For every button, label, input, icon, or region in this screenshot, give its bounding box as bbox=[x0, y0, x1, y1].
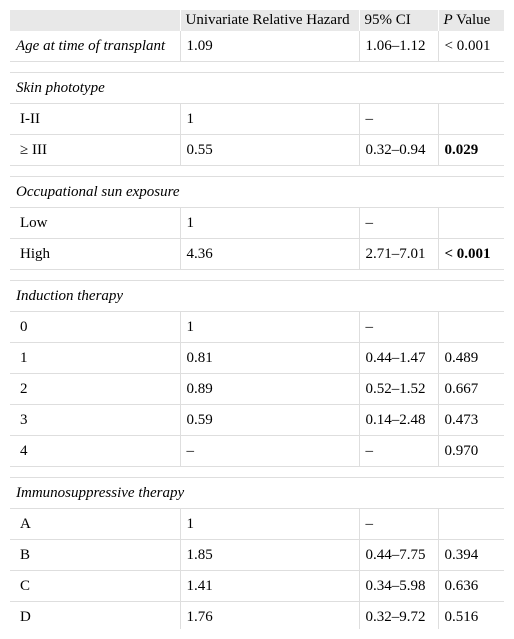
table-row bbox=[10, 509, 504, 540]
section-title: Immunosuppressive therapy bbox=[10, 478, 504, 509]
row-p-value: < 0.001 bbox=[438, 239, 504, 270]
header-value-word: Value bbox=[452, 12, 491, 28]
row-p-value bbox=[438, 104, 504, 135]
section-heading-row bbox=[10, 177, 504, 208]
row-p-value: 0.636 bbox=[438, 571, 504, 602]
row-ci: 0.34–5.98 bbox=[359, 571, 438, 602]
row-hazard: 0.81 bbox=[180, 343, 359, 374]
section-title: Occupational sun exposure bbox=[10, 177, 504, 208]
row-ci: – bbox=[359, 104, 438, 135]
row-ci: – bbox=[359, 208, 438, 239]
section-title: Induction therapy bbox=[10, 281, 504, 312]
row-hazard: – bbox=[180, 436, 359, 467]
row-label: 1 bbox=[10, 343, 180, 374]
row-p-value: 0.473 bbox=[438, 405, 504, 436]
table-row bbox=[10, 540, 504, 571]
row-hazard: 1 bbox=[180, 509, 359, 540]
row-p-value: 0.516 bbox=[438, 602, 504, 630]
row-p-value bbox=[438, 208, 504, 239]
row-label: High bbox=[10, 239, 180, 270]
row-label: Low bbox=[10, 208, 180, 239]
table-header-row bbox=[10, 10, 504, 31]
row-ci: 0.32–0.94 bbox=[359, 135, 438, 166]
section-heading-row bbox=[10, 281, 504, 312]
row-p-value bbox=[438, 509, 504, 540]
row-p-value: 0.970 bbox=[438, 436, 504, 467]
row-label: 2 bbox=[10, 374, 180, 405]
header-relative-hazard: Univariate Relative Hazard bbox=[180, 10, 359, 31]
spacer-cell bbox=[10, 62, 504, 73]
table-viewport[interactable] bbox=[10, 10, 504, 629]
section-heading-row bbox=[10, 73, 504, 104]
row-label: I-II bbox=[10, 104, 180, 135]
header-p-letter: P bbox=[443, 12, 453, 28]
row-hazard: 1.76 bbox=[180, 602, 359, 630]
row-hazard: 0.59 bbox=[180, 405, 359, 436]
row-label: D bbox=[10, 602, 180, 630]
row-ci: – bbox=[359, 509, 438, 540]
spacer-cell bbox=[10, 270, 504, 281]
table-row bbox=[10, 571, 504, 602]
row-hazard: 4.36 bbox=[180, 239, 359, 270]
row-hazard: 1 bbox=[180, 104, 359, 135]
row-label: A bbox=[10, 509, 180, 540]
row-p-value bbox=[438, 312, 504, 343]
table-row-age bbox=[10, 31, 504, 62]
row-ci: 0.44–7.75 bbox=[359, 540, 438, 571]
section-spacer bbox=[10, 467, 504, 478]
row-p-value: 0.029 bbox=[438, 135, 504, 166]
hazard-table bbox=[10, 10, 504, 629]
row-hazard: 1.41 bbox=[180, 571, 359, 602]
row-label: 0 bbox=[10, 312, 180, 343]
table-row bbox=[10, 602, 504, 630]
section-title: Skin phototype bbox=[10, 73, 504, 104]
table-row bbox=[10, 436, 504, 467]
row-ci: 2.71–7.01 bbox=[359, 239, 438, 270]
row-label: B bbox=[10, 540, 180, 571]
row-p-value: 0.394 bbox=[438, 540, 504, 571]
spacer-cell bbox=[10, 166, 504, 177]
row-label: 3 bbox=[10, 405, 180, 436]
header-variable bbox=[10, 10, 180, 31]
row-p-value: 0.489 bbox=[438, 343, 504, 374]
table-row bbox=[10, 374, 504, 405]
row-label: C bbox=[10, 571, 180, 602]
table-row bbox=[10, 343, 504, 374]
row-ci: – bbox=[359, 436, 438, 467]
row-hazard: 0.55 bbox=[180, 135, 359, 166]
row-hazard: 1 bbox=[180, 208, 359, 239]
row-hazard: 1.09 bbox=[180, 31, 359, 62]
section-spacer bbox=[10, 166, 504, 177]
row-ci: 0.14–2.48 bbox=[359, 405, 438, 436]
row-hazard: 1.85 bbox=[180, 540, 359, 571]
table-row bbox=[10, 104, 504, 135]
table-row bbox=[10, 405, 504, 436]
row-ci: 0.44–1.47 bbox=[359, 343, 438, 374]
row-hazard: 1 bbox=[180, 312, 359, 343]
spacer-cell bbox=[10, 467, 504, 478]
header-p-value bbox=[438, 10, 504, 31]
row-label: Age at time of transplant bbox=[10, 31, 180, 62]
header-ci: 95% CI bbox=[359, 10, 438, 31]
row-label: 4 bbox=[10, 436, 180, 467]
row-p-value: < 0.001 bbox=[438, 31, 504, 62]
section-heading-row bbox=[10, 478, 504, 509]
row-ci: 0.32–9.72 bbox=[359, 602, 438, 630]
table-row bbox=[10, 239, 504, 270]
row-ci: 1.06–1.12 bbox=[359, 31, 438, 62]
row-p-value: 0.667 bbox=[438, 374, 504, 405]
row-label: ≥ III bbox=[10, 135, 180, 166]
section-spacer bbox=[10, 270, 504, 281]
row-ci: 0.52–1.52 bbox=[359, 374, 438, 405]
row-hazard: 0.89 bbox=[180, 374, 359, 405]
table-row bbox=[10, 312, 504, 343]
table-row bbox=[10, 208, 504, 239]
row-ci: – bbox=[359, 312, 438, 343]
table-row bbox=[10, 135, 504, 166]
section-spacer bbox=[10, 62, 504, 73]
